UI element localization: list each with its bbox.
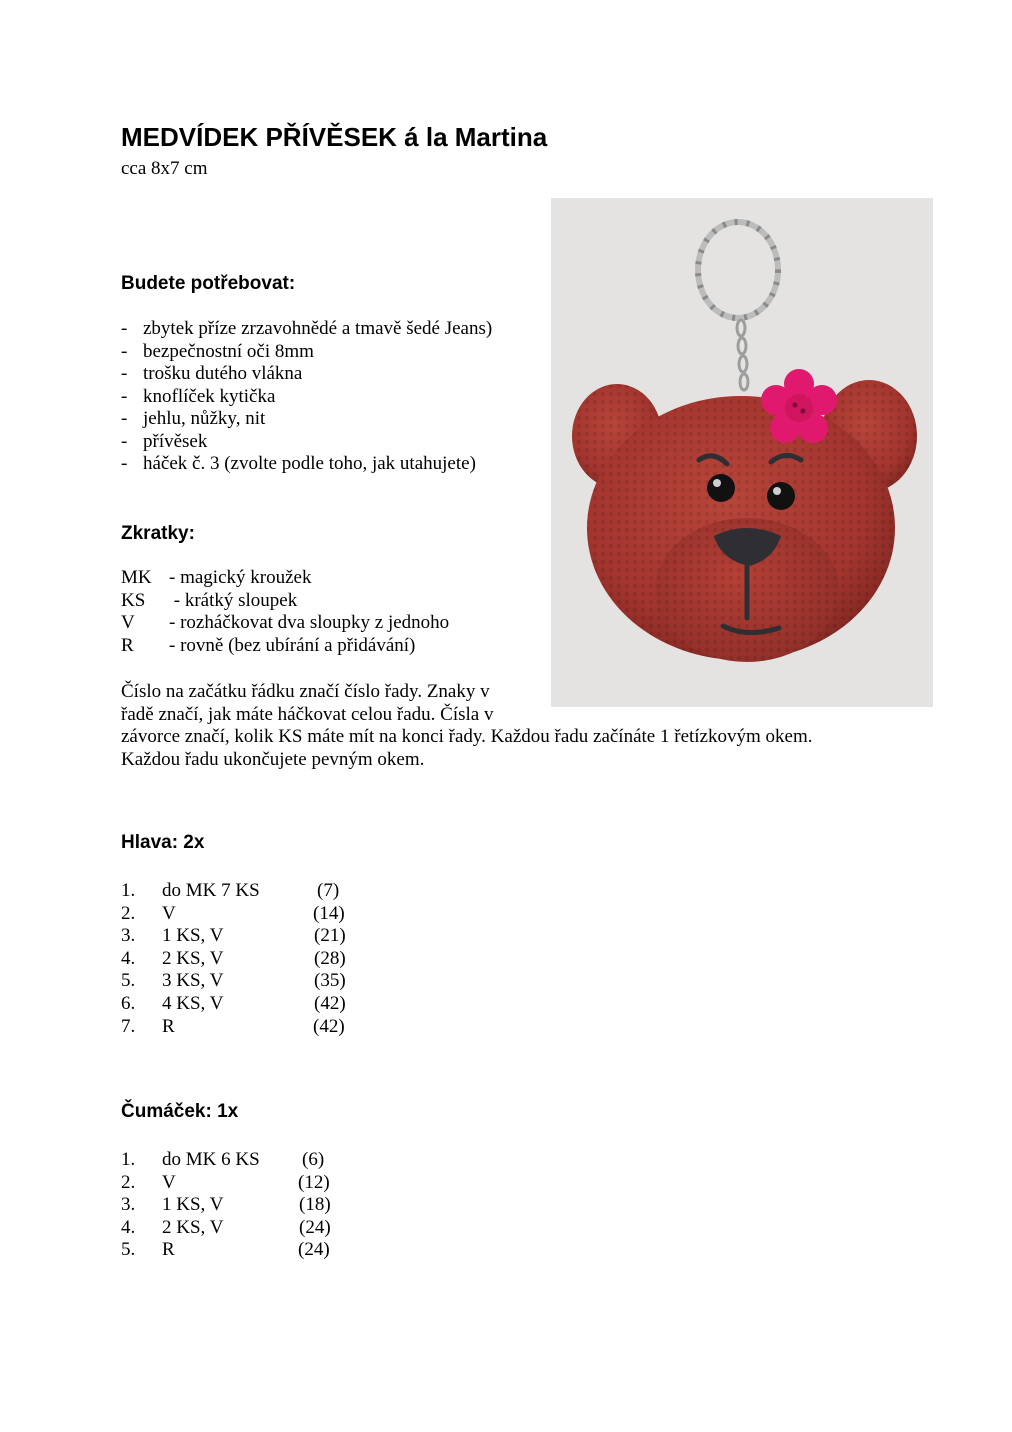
snout-heading: Čumáček: 1x — [121, 1101, 239, 1122]
abbreviation-item: MK - magický kroužek — [121, 567, 312, 588]
size-note: cca 8x7 cm — [121, 158, 208, 179]
abbreviation-item: V - rozháčkovat dva sloupky z jednoho — [121, 612, 450, 633]
document-page: MEDVÍDEK PŘÍVĚSEK á la Martina cca 8x7 cm Budete potřebovat: - zbytek příze zrzavohnědé a tmavě šedé Jeans) - bezpečnostní oči 8mm - trošku dutého vlákna - knoflíček kytička - jehlu, nůžky, nit - přívěsek - háček č. 3 (zvolte podle toho, jak utahujete) Zkratky: MK - magický kroužek KS - krátký sloupek V - rozháčkovat dva sloupky z jednoho R - rovně (bez ubírání a přidávání) Číslo na začátku řádku značí číslo řady. Znaky v řadě značí, jak máte háčkovat celou řadu. Čísla v závorce značí, kolik KS máte mít na konci řady. Každou řadu začínáte 1 řetízkovým okem. Každou řadu ukončujete pevným okem. Hlava: 2x 1. do MK 7 KS (7) 2. V (14) 3. 1 KS, V (21) 4. 2 KS, V (28) 5. 3 KS, V (35) 6. 4 KS, V (42) 7. R (42) Čumáček: 1x 1. do MK 6 KS (6) 2. V (12) 3. 1 KS, V (18) 4. 2 KS, V (24) 5. R (24) — [0, 0, 1012, 1432]
document-title: MEDVÍDEK PŘÍVĚSEK á la Martina — [121, 122, 548, 152]
list-item: - zbytek příze zrzavohnědé a tmavě šedé Jeans) — [121, 318, 493, 339]
list-item: - přívěsek — [121, 430, 208, 452]
abbreviations-list — [121, 567, 449, 657]
list-item: - háček č. 3 (zvolte podle toho, jak utahujete) — [121, 453, 476, 474]
list-item: - trošku dutého vlákna — [121, 363, 303, 384]
head-heading: Hlava: 2x — [121, 832, 205, 853]
left-eye — [707, 474, 735, 502]
bear-keychain-photo — [551, 198, 933, 707]
abbreviation-item: R - rovně (bez ubírání a přidávání) — [121, 634, 416, 656]
explanation-paragraph: Číslo na začátku řádku značí číslo řady. Znaky v řadě značí, jak máte háčkovat celou řadu. Čísla v závorce značí, kolik KS máte mít na konci řady. Každou řadu začínáte 1 řetízkovým okem. Každou řadu ukončujete pevným okem. — [121, 681, 813, 770]
materials-heading: Budete potřebovat: — [121, 273, 296, 294]
list-item: - knoflíček kytička — [121, 385, 276, 407]
abbreviations-heading: Zkratky: — [121, 523, 195, 544]
materials-list — [121, 318, 492, 476]
abbreviation-item: KS - krátký sloupek — [121, 589, 298, 611]
list-item: - jehlu, nůžky, nit — [121, 408, 266, 429]
list-item: - bezpečnostní oči 8mm — [121, 340, 314, 362]
right-eye — [767, 482, 795, 510]
